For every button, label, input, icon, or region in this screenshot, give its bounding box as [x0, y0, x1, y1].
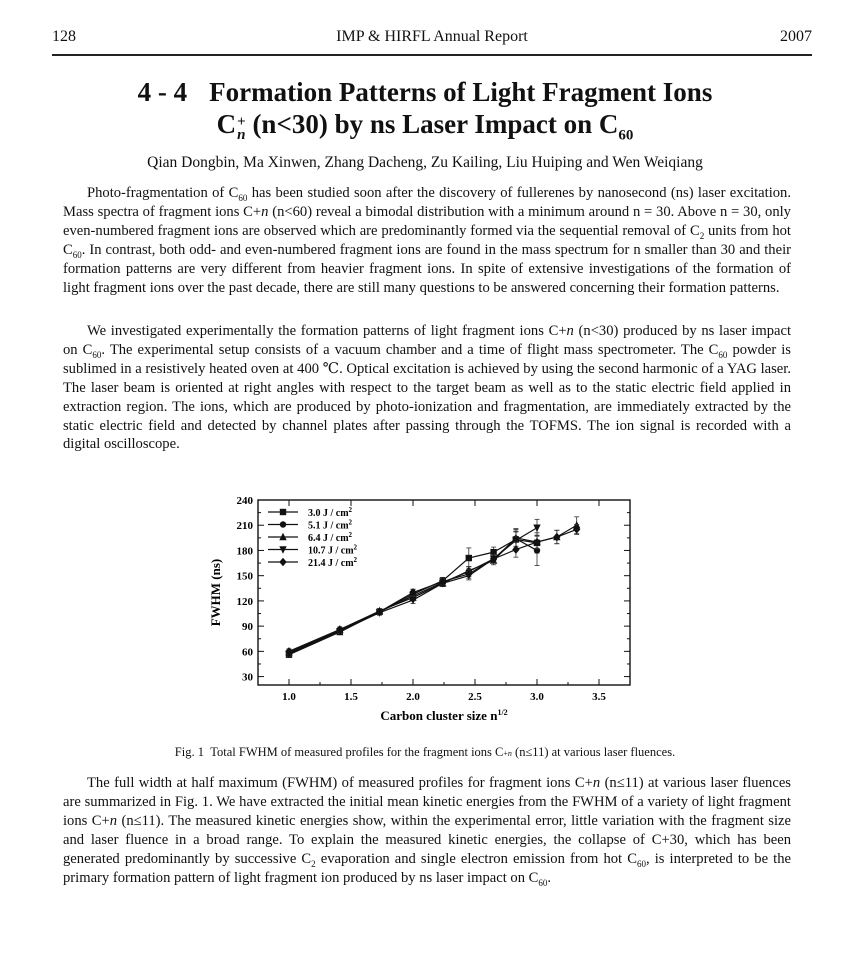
ion-index: n: [592, 775, 601, 791]
x-axis-label: Carbon cluster size $n^{1/2}$: [380, 708, 508, 723]
fwhm-chart: [200, 490, 650, 730]
x-tick-label: 3.5: [592, 691, 606, 703]
text: (n≤11) at various laser fluences are summarized in Fig. 1. We have extracted the initial mean kinetic energies from the FWHM of a variety of light fragment ions C: [63, 775, 791, 829]
ion-charge: +: [558, 323, 567, 339]
y-tick-label: 90: [242, 621, 253, 634]
y-tick-label: 150: [236, 570, 253, 583]
title-line-2: [0, 108, 850, 142]
section-number: 4 - 4: [137, 77, 188, 107]
x-tick-label: 3.0: [530, 691, 544, 703]
journal-title: IMP & HIRFL Annual Report: [336, 28, 528, 45]
paragraph-method: [63, 322, 791, 454]
text: evaporation and single electron emission from hot C: [315, 850, 637, 867]
text: .: [547, 869, 552, 886]
caption-suffix: (n≤11) at various laser fluences.: [515, 745, 676, 759]
title-rest: by ns Laser Impact on C: [334, 109, 619, 139]
data-point: [533, 525, 540, 532]
text: , is interpreted to be the primary formation pattern of light fragment ion produced by ns laser impact on C: [63, 850, 792, 886]
x-tick-label: 2.0: [406, 691, 420, 703]
title-ion: [216, 109, 246, 143]
text: (n≤11). The measured kinetic energies show, within the experimental error, little variation with the fragment size and laser fluence in a broad range. To explain the measured kinetic energies, the collapse of C: [63, 812, 791, 848]
subscript: 60: [72, 249, 82, 260]
ion-index: n: [261, 203, 269, 220]
text: Photo-fragmentation of C: [87, 185, 239, 201]
y-tick-label: 180: [236, 545, 253, 558]
ion-index: n: [507, 749, 512, 758]
ion-charge: +: [584, 775, 593, 791]
text: powder is sublimed in a resistively heated oven at 400 ℃. Optical excitation is achieved by using the second harmonic of a YAG laser. The laser beam is oriented at right angles with respect to the target beam as well as to the static electric field applied in extraction region. The ions, which are produced by photo-ionization and fragmentation, are immediately extracted by the static electric field and detected by channel plates after passing through the TOFMS. The ion signal is recorded with a digital oscilloscope.: [63, 341, 791, 453]
subscript: 60: [538, 877, 548, 888]
ion-index: n: [237, 127, 246, 143]
y-tick-label: 210: [236, 520, 253, 533]
ion-notation: [585, 775, 601, 791]
page-number: 128: [52, 28, 76, 45]
y-tick-label: 240: [236, 495, 253, 507]
legend-marker: [279, 558, 286, 566]
x-tick-label: 1.0: [282, 691, 296, 703]
legend-marker: [280, 509, 286, 515]
ion-index: 30: [669, 831, 685, 848]
text: . In contrast, both odd- and even-numbered fragment ions are found in the mass spectrum for n smaller than 30 and their formation patterns are very different from heavier fragment ions. In spite of extensive investigations of the formation of light fragment ions over the past decade, there are still many questions to be answered concerning their formation patterns.: [63, 241, 791, 296]
x-tick-label: 1.5: [344, 691, 358, 703]
text: (n<30) produced by ns laser impact on C: [63, 323, 791, 358]
caption-label: Fig. 1: [174, 745, 204, 759]
legend-label: 3.0 J / $cm^2$: [308, 506, 353, 519]
title-line-1: [0, 76, 850, 108]
ion-notation: [661, 832, 684, 848]
ion-index: n: [109, 812, 118, 829]
running-header: [52, 28, 812, 56]
caption-text: Total FWHM of measured profiles for the fragment ions C: [210, 745, 504, 759]
paragraph-intro: [63, 184, 791, 297]
report-year: 2007: [780, 28, 812, 45]
y-axis-label: FWHM (ns): [208, 558, 223, 627]
ion-notation: [558, 323, 574, 339]
ion-charge: +: [252, 203, 262, 220]
subscript: 60: [636, 858, 646, 869]
text: , which has been generated predominantly by successive C: [63, 831, 791, 867]
text: has been studied soon after the discovery of fullerenes by nanosecond (ns) laser excitation. Mass spectra of fragment ions C: [63, 185, 792, 220]
ion-charge: +: [661, 831, 670, 848]
y-tick-label: 60: [242, 646, 253, 659]
legend-label: 6.4 J / $cm^2$: [308, 531, 353, 544]
ion-charge: +: [101, 812, 110, 829]
text: The full width at half maximum (FWHM) of measured profiles for fragment ions C: [87, 775, 585, 791]
ion-index: n: [566, 323, 574, 339]
x-tick-label: 2.5: [468, 691, 482, 703]
y-tick-label: 30: [242, 671, 253, 684]
text: . The experimental setup consists of a vacuum chamber and a time of flight mass spectrometer. The C: [101, 341, 719, 358]
title-condition: (n<30): [252, 109, 328, 139]
subscript: 60: [718, 349, 728, 360]
subscript: 2: [311, 858, 316, 869]
ion-notation: [253, 204, 269, 220]
ion-notation: [503, 749, 512, 758]
ion-notation: [102, 813, 118, 829]
subscript: 2: [699, 230, 705, 241]
figure-caption: [0, 745, 850, 760]
title-subscript: 60: [618, 127, 634, 144]
legend-marker: [280, 521, 286, 527]
legend-label: 10.7 J / $cm^2$: [308, 543, 358, 557]
y-tick-label: 120: [236, 595, 253, 608]
legend-label: 5.1 J / $cm^2$: [308, 518, 353, 532]
author-list: Qian Dongbin, Ma Xinwen, Zhang Dacheng, Zu Kailing, Liu Huiping and Wen Weiqiang: [147, 154, 703, 171]
ion-charge: +: [237, 114, 246, 130]
ion-charge: +: [503, 749, 508, 758]
paragraph-results: [63, 774, 791, 887]
legend-label: 21.4 J / $cm^2$: [308, 556, 358, 569]
article-title: [0, 76, 850, 142]
text: (n<60) reveal a bimodal distribution with a minimum around n = 30. Above n = 30, only even-numbered fragment ions are observed which are predominantly formed via the sequential removal of C: [63, 203, 791, 239]
subscript: 60: [92, 349, 102, 360]
data-point: [512, 545, 519, 553]
title-text: Formation Patterns of Light Fragment Ions: [209, 77, 713, 107]
data-point: [466, 555, 472, 561]
text: We investigated experimentally the formation patterns of light fragment ions C: [87, 323, 559, 339]
subscript: 60: [238, 192, 248, 203]
ion-symbol: C: [216, 109, 237, 139]
text: units from hot C: [63, 222, 791, 258]
